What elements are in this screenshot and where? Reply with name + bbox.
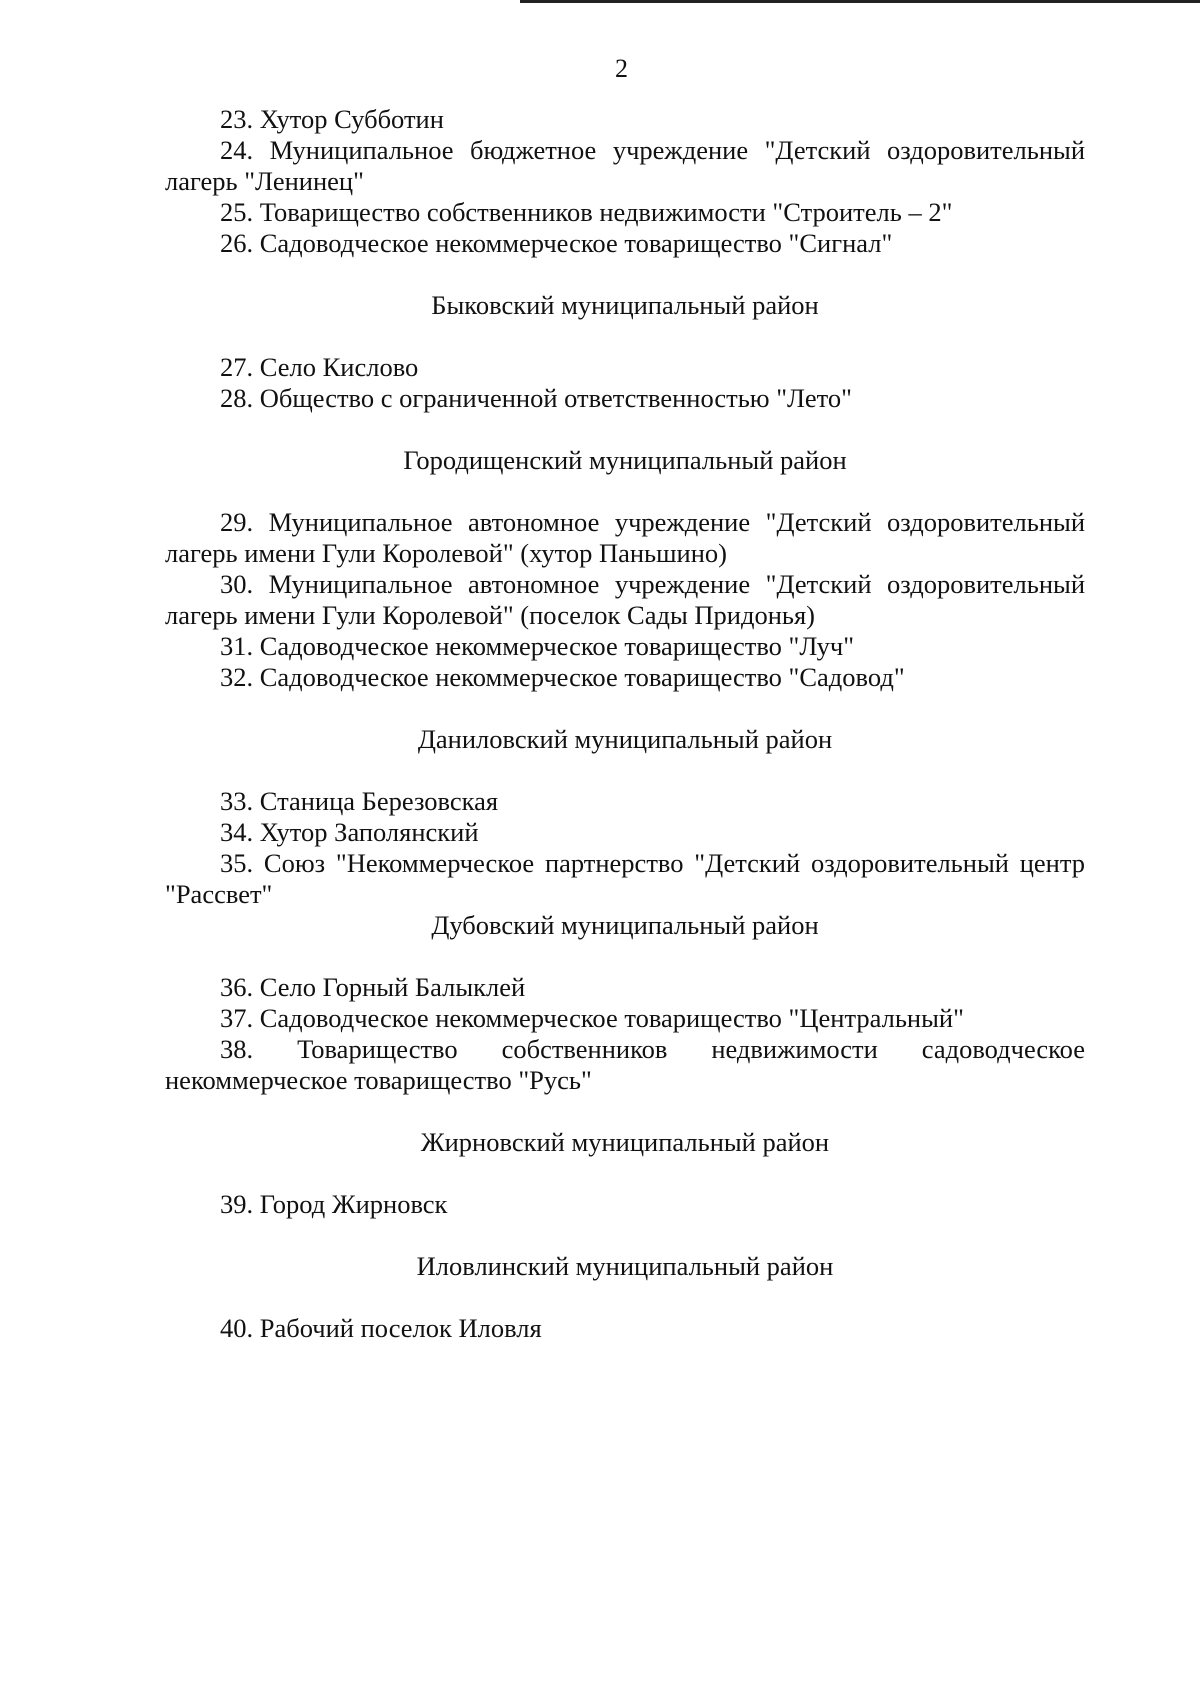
list-item-25: [165, 197, 1085, 228]
list-item-37: [165, 1003, 1085, 1034]
item-number: 37.: [220, 1003, 254, 1033]
section-heading-gorodishchensky: Городищенский муниципальный район: [403, 445, 847, 475]
item-number: 26.: [220, 228, 254, 258]
item-text: Хутор Заполянский: [259, 817, 479, 847]
section-heading-ilovlinsky: Иловлинский муниципальный район: [416, 1251, 834, 1281]
item-number: 25.: [220, 197, 254, 227]
item-text: Товарищество собственников недвижимости "Строитель – 2": [259, 197, 953, 227]
item-text: Город Жирновск: [259, 1189, 448, 1219]
section-heading-danilovsky: Даниловский муниципальный район: [417, 724, 833, 754]
list-item-31: [165, 631, 1085, 662]
item-text: Общество с ограниченной ответственностью "Лето": [259, 383, 852, 413]
item-number: 31.: [220, 631, 254, 661]
list-item-38: [165, 1034, 1085, 1096]
section-heading-dubovsky: Дубовский муниципальный район: [431, 910, 819, 940]
item-number: 36.: [220, 972, 254, 1002]
item-text: Рабочий поселок Иловля: [259, 1313, 542, 1343]
item-number: 34.: [220, 817, 254, 847]
section-heading-bykovsky: Быковский муниципальный район: [431, 290, 819, 320]
item-number: 35.: [220, 848, 254, 878]
item-number: 39.: [220, 1189, 254, 1219]
item-number: 28.: [220, 383, 254, 413]
item-text: Муниципальное бюджетное учреждение "Детский оздоровительный лагерь "Ленинец": [165, 135, 1086, 196]
list-item-30: [165, 569, 1085, 631]
item-text: Муниципальное автономное учреждение "Детский оздоровительный лагерь имени Гули Королевой" (поселок Сады Придонья): [165, 569, 1085, 630]
item-text: Садоводческое некоммерческое товарищество "Центральный": [259, 1003, 964, 1033]
list-item-27: [165, 352, 1085, 383]
item-text: Садоводческое некоммерческое товарищество "Сигнал": [259, 228, 893, 258]
item-text: Село Кислово: [259, 352, 419, 382]
item-text: Село Горный Балыклей: [259, 972, 526, 1002]
list-item-34: [165, 817, 1085, 848]
item-number: 33.: [220, 786, 254, 816]
list-item-29: [165, 507, 1085, 569]
item-text: Товарищество собственников недвижимости садоводческое некоммерческое товарищество "Русь": [165, 1034, 1085, 1095]
item-number: 38.: [220, 1034, 254, 1064]
item-text: Садоводческое некоммерческое товарищество "Луч": [259, 631, 855, 661]
list-item-26: [165, 228, 1085, 259]
item-text: Хутор Субботин: [259, 104, 444, 134]
document-body: [165, 104, 1085, 1344]
list-item-24: [165, 135, 1085, 197]
list-item-39: [165, 1189, 1085, 1220]
page-number: 2: [615, 54, 628, 83]
item-text: Садоводческое некоммерческое товарищество "Садовод": [259, 662, 905, 692]
section-heading-zhirnovsky: Жирновский муниципальный район: [420, 1127, 830, 1157]
item-text: Муниципальное автономное учреждение "Детский оздоровительный лагерь имени Гули Королевой" (хутор Паньшино): [165, 507, 1085, 568]
item-text: Станица Березовская: [259, 786, 499, 816]
top-rule: [520, 0, 1200, 3]
item-text: Союз "Некоммерческое партнерство "Детский оздоровительный центр "Рассвет": [165, 848, 1085, 909]
list-item-32: [165, 662, 1085, 693]
item-number: 27.: [220, 352, 254, 382]
item-number: 40.: [220, 1313, 254, 1343]
list-item-33: [165, 786, 1085, 817]
item-number: 30.: [220, 569, 254, 599]
list-item-23: [165, 104, 1085, 135]
list-item-35: [165, 848, 1085, 910]
item-number: 29.: [220, 507, 254, 537]
item-number: 23.: [220, 104, 254, 134]
list-item-36: [165, 972, 1085, 1003]
item-number: 24.: [220, 135, 254, 165]
list-item-28: [165, 383, 1085, 414]
item-number: 32.: [220, 662, 254, 692]
list-item-40: [165, 1313, 1085, 1344]
